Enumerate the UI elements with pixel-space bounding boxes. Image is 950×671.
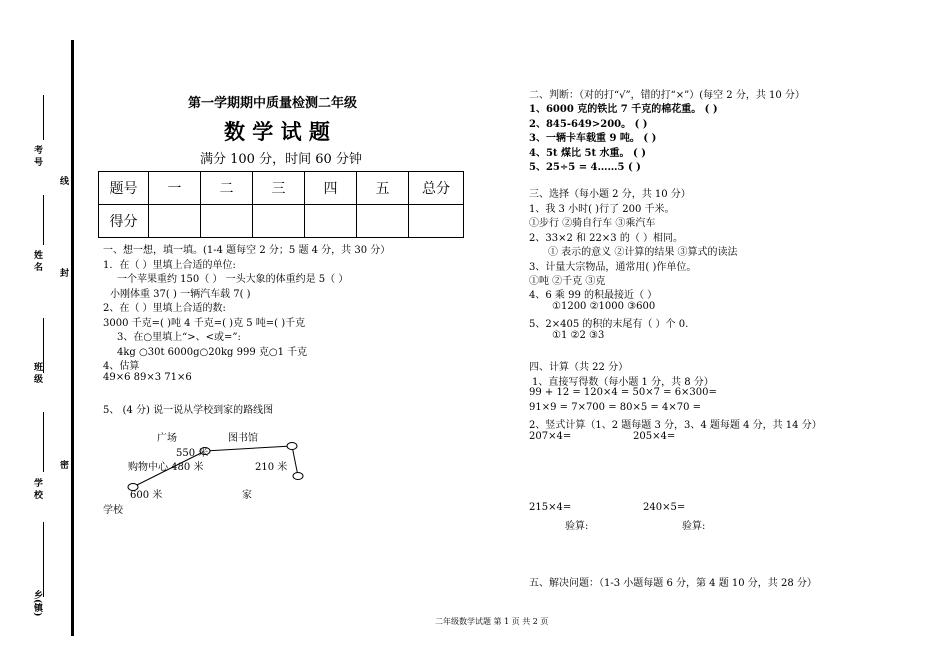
xuexiao-label: 学 校	[32, 478, 42, 500]
s4-check-1: 验算:	[565, 521, 589, 532]
xingming-label: 姓 名	[32, 250, 42, 272]
s2-question-5: 5、25÷5 = 4……5 ( )	[529, 162, 641, 173]
section5-title: 五、解决问题：（1-3 小题每题 6 分，第 4 题 10 分，共 28 分）	[529, 578, 817, 589]
map-node	[287, 443, 297, 450]
s3-question-2: 2、33×2 和 22×3 的（ ）相同。	[529, 233, 684, 244]
s1-question-1a: 一个苹果重约 150（ ） 一头大象的体重约是 5（ ）	[117, 274, 349, 285]
table-cell: 二	[201, 172, 253, 205]
s3-question-3: 3、计量大宗物品，通常用( )作单位。	[529, 262, 697, 273]
page-footer: 二年级数学试题 第 1 页 共 2 页	[435, 617, 549, 626]
map-label-guangchang: 广场	[157, 433, 177, 444]
s1-question-4: 4、估算	[103, 361, 140, 372]
kaohao-label: 考 号	[32, 145, 42, 167]
map-route-line	[292, 446, 298, 476]
s3-options-1: ①步行 ②骑自行车 ③乘汽车	[529, 218, 656, 229]
banji-label: 班 级	[32, 362, 42, 384]
s3-options-3: ①吨 ②千克 ③克	[529, 276, 606, 287]
map-label-gouwu: 购物中心 480 米	[128, 462, 204, 473]
table-cell: 三	[253, 172, 305, 205]
s1-question-2: 2、在（ ）里填上合适的数:	[103, 303, 226, 314]
mi-label: 密	[58, 460, 68, 469]
table-cell: 题号	[99, 172, 149, 205]
section3-title: 三、选择（每小题 2 分，共 10 分）	[529, 189, 691, 200]
xian-label: 线	[58, 176, 68, 185]
sub-title: 满分 100 分，时间 60 分钟	[200, 152, 362, 167]
table-cell: 总分	[409, 172, 464, 205]
table-cell: 四	[305, 172, 357, 205]
s1-question-1b: 小刚体重 37( ) 一辆汽车载 7( )	[110, 289, 251, 300]
map-route-line	[205, 446, 292, 451]
s4-check-2: 验算:	[682, 521, 706, 532]
section2-title: 二、判断：（对的打“√”，错的打“×”）(每空 2 分，共 10 分）	[529, 90, 805, 101]
map-node	[293, 473, 303, 480]
s2-question-3: 3、一辆卡车载重 9 吨。 ( )	[529, 133, 657, 144]
table-cell: 得分	[99, 205, 149, 238]
s3-options-2: ① 表示的意义 ②计算的结果 ③算式的读法	[548, 247, 738, 258]
s4-calc-3: 215×4=	[529, 502, 572, 513]
s2-question-2: 2、845-649>200。 ( )	[529, 119, 648, 130]
s4-calc-4: 240×5=	[643, 502, 686, 513]
section1-title: 一、想一想，填一填。(1-4 题每空 2 分；5 题 4 分，共 30 分）	[103, 245, 391, 256]
s3-question-1: 1、我 3 小时( )行了 200 千米。	[529, 204, 675, 215]
s1-question-3a: 4kg ○30t 6000g○20kg 999 克○1 千克	[117, 347, 308, 358]
map-label-jia: 家	[242, 490, 252, 501]
map-label-600: 600 米	[130, 490, 163, 501]
exam-title-line: 第一学期期中质量检测二年级	[188, 96, 358, 111]
s1-question-1: 1．在（ ）里填上合适的单位:	[103, 260, 236, 271]
feng-label: 封	[58, 268, 68, 277]
s1-question-2a: 3000 千克=( )吨 4 千克=( )克 5 吨=( )千克	[103, 318, 306, 329]
s2-question-4: 4、5t 煤比 5t 水重。 ( )	[529, 148, 646, 159]
table-cell: 五	[357, 172, 409, 205]
map-label-tushuguan: 图书馆	[228, 433, 258, 444]
s3-options-5: ①1 ②2 ③3	[552, 330, 605, 341]
xiang-label: 乡(镇)	[32, 590, 42, 617]
map-label-550: 550 米	[176, 448, 209, 459]
s4-part-2-title: 2、竖式计算（1、2 题每题 3 分，3、4 题每题 4 分，共 14 分）	[529, 420, 822, 431]
map-label-210: 210 米	[255, 462, 288, 473]
s2-question-1: 1、6000 克的铁比 7 千克的棉花重。 ( )	[529, 104, 718, 115]
s3-options-4: ①1200 ②1000 ③600	[552, 301, 656, 312]
s4-calc-2: 205×4=	[633, 431, 676, 442]
s4-calc-1: 207×4=	[529, 431, 572, 442]
table-cell: 一	[149, 172, 201, 205]
main-title: 数 学 试 题	[224, 119, 330, 144]
s4-row-2: 91×9 = 7×700 = 80×5 = 4×70 =	[529, 402, 701, 413]
s1-question-4a: 49×6 89×3 71×6	[103, 372, 192, 383]
s1-question-5: 5、 (4 分) 说一说从学校到家的路线图	[103, 405, 274, 416]
s4-part-1-title: 1、直接写得数（每小题 1 分，共 8 分）	[532, 377, 714, 388]
s3-question-4: 4、6 乘 99 的积最接近（ ）	[529, 290, 658, 301]
s4-row-1: 99 + 12 = 120×4 = 50×7 = 6×300=	[529, 387, 717, 398]
s1-question-3: 3、在○里填上“>、<或=”:	[117, 332, 241, 343]
map-label-xuexiao: 学校	[103, 505, 123, 516]
section4-title: 四、计算（共 22 分）	[529, 362, 629, 373]
s3-question-5: 5、2×405 的积的末尾有（ ）个 0.	[529, 319, 689, 330]
